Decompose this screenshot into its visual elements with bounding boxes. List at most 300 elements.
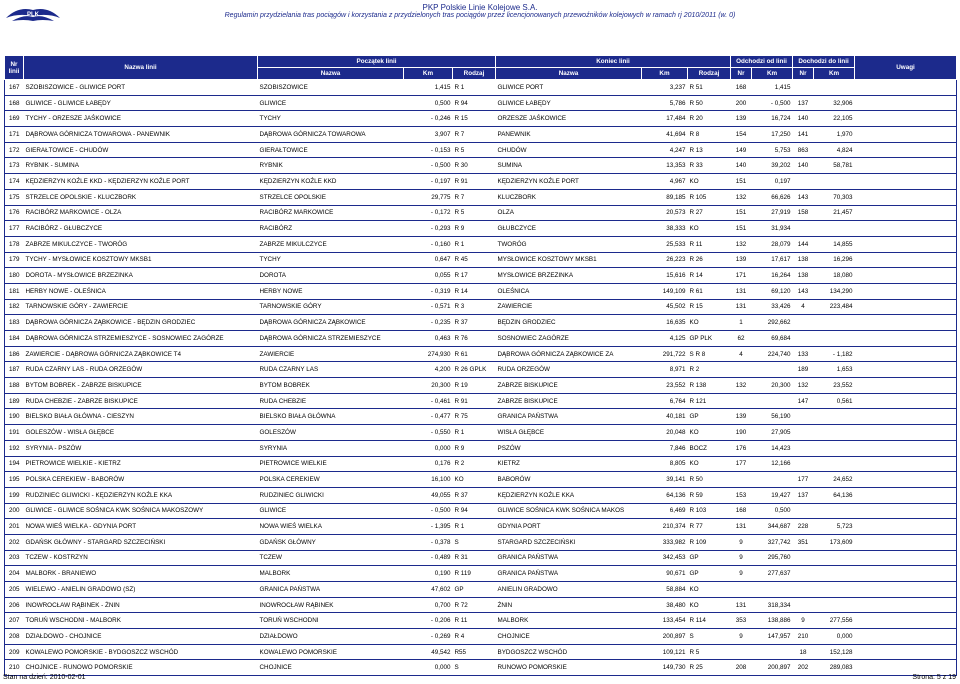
- joins-nr: [793, 503, 814, 519]
- start-station: POLSKA CEREKIEW: [258, 472, 404, 488]
- end-station: ZAWIERCIE: [496, 299, 642, 315]
- joins-nr: 143: [793, 189, 814, 205]
- end-type: R 50: [688, 95, 731, 111]
- table-row: [5, 299, 957, 315]
- joins-km: [814, 566, 855, 582]
- start-type: R 76: [453, 331, 496, 347]
- line-name: DĄBROWA GÓRNICZA STRZEMIESZYCE - SOSNOWIEC ZAGÓRZE: [24, 331, 258, 347]
- start-type: R55: [453, 644, 496, 660]
- header-odchodzi-od-linii: Odchodzi od linii: [731, 56, 793, 68]
- branch-from-km: 224,740: [752, 346, 793, 362]
- table-row: [5, 503, 957, 519]
- joins-nr: 138: [793, 268, 814, 284]
- remarks: [855, 268, 957, 284]
- branch-from-km: 20,300: [752, 378, 793, 394]
- end-km: 23,552: [642, 378, 688, 394]
- remarks: [855, 534, 957, 550]
- end-type: KO: [688, 221, 731, 237]
- start-km: 274,930: [404, 346, 453, 362]
- joins-nr: 147: [793, 393, 814, 409]
- end-station: CHUDÓW: [496, 142, 642, 158]
- remarks: [855, 519, 957, 535]
- remarks: [855, 503, 957, 519]
- branch-from-nr: 9: [731, 629, 752, 645]
- branch-from-km: 27,919: [752, 205, 793, 221]
- end-type: KO: [688, 582, 731, 598]
- branch-from-nr: 132: [731, 378, 752, 394]
- end-type: S: [688, 629, 731, 645]
- branch-from-km: 39,202: [752, 158, 793, 174]
- start-station: SYRYNIA: [258, 440, 404, 456]
- joins-nr: [793, 409, 814, 425]
- line-name: MALBORK - BRANIEWO: [24, 566, 258, 582]
- joins-nr: 144: [793, 236, 814, 252]
- joins-km: [814, 409, 855, 425]
- start-km: - 0,477: [404, 409, 453, 425]
- remarks: [855, 205, 957, 221]
- end-km: 7,846: [642, 440, 688, 456]
- start-station: DĄBROWA GÓRNICZA ZĄBKOWICE: [258, 315, 404, 331]
- branch-from-nr: 131: [731, 283, 752, 299]
- start-type: R 30: [453, 158, 496, 174]
- remarks: [855, 425, 957, 441]
- start-type: KO: [453, 472, 496, 488]
- joins-km: 24,652: [814, 472, 855, 488]
- table-row: [5, 189, 957, 205]
- branch-from-km: 31,934: [752, 221, 793, 237]
- branch-from-km: 66,626: [752, 189, 793, 205]
- remarks: [855, 472, 957, 488]
- remarks: [855, 299, 957, 315]
- start-station: BYTOM BOBREK: [258, 378, 404, 394]
- joins-nr: 133: [793, 346, 814, 362]
- start-km: 49,055: [404, 487, 453, 503]
- end-station: DĄBROWA GÓRNICZA ZĄBKOWICE ZA: [496, 346, 642, 362]
- railway-lines-table: [4, 55, 957, 676]
- table-row: [5, 629, 957, 645]
- joins-nr: [793, 440, 814, 456]
- header-odch-km: Km: [752, 68, 793, 80]
- start-station: TORUŃ WSCHODNI: [258, 613, 404, 629]
- end-type: R 15: [688, 299, 731, 315]
- table-row: [5, 346, 957, 362]
- joins-km: 14,855: [814, 236, 855, 252]
- end-km: 40,181: [642, 409, 688, 425]
- start-km: - 0,197: [404, 174, 453, 190]
- end-station: RUNOWO POMORSKIE: [496, 660, 642, 676]
- line-name: RUDA CHEBZIE - ZABRZE BISKUPICE: [24, 393, 258, 409]
- end-type: KO: [688, 456, 731, 472]
- branch-from-km: 16,264: [752, 268, 793, 284]
- start-station: KOWALEWO POMORSKIE: [258, 644, 404, 660]
- footer-page-number: Strona: 5 z 19: [912, 674, 956, 681]
- line-name: TYCHY - MYSŁOWICE KOSZTOWY MKSB1: [24, 252, 258, 268]
- table-row: [5, 378, 957, 394]
- start-station: PIETROWICE WIELKIE: [258, 456, 404, 472]
- start-station: ZABRZE MIKULCZYCE: [258, 236, 404, 252]
- start-station: RACIBÓRZ MARKOWICE: [258, 205, 404, 221]
- line-name: TORUŃ WSCHODNI - MALBORK: [24, 613, 258, 629]
- line-name: HERBY NOWE - OLEŚNICA: [24, 283, 258, 299]
- line-name: KOWALEWO POMORSKIE - BYDGOSZCZ WSCHÓD: [24, 644, 258, 660]
- start-km: - 0,461: [404, 393, 453, 409]
- start-type: GP: [453, 582, 496, 598]
- branch-from-nr: 171: [731, 268, 752, 284]
- branch-from-nr: 132: [731, 189, 752, 205]
- end-station: SUMINA: [496, 158, 642, 174]
- start-type: R 2: [453, 456, 496, 472]
- start-km: 0,176: [404, 456, 453, 472]
- end-km: 20,573: [642, 205, 688, 221]
- start-km: 0,055: [404, 268, 453, 284]
- line-number: 191: [5, 425, 24, 441]
- end-km: 6,469: [642, 503, 688, 519]
- header-end-rodzaj: Rodzaj: [688, 68, 731, 80]
- line-name: DZIAŁDOWO - CHOJNICE: [24, 629, 258, 645]
- branch-from-km: 69,120: [752, 283, 793, 299]
- end-type: R 103: [688, 503, 731, 519]
- start-km: 0,463: [404, 331, 453, 347]
- end-station: KĘDZIERZYN KOŹLE PORT: [496, 174, 642, 190]
- branch-from-nr: 9: [731, 566, 752, 582]
- line-number: 187: [5, 362, 24, 378]
- branch-from-km: [752, 582, 793, 598]
- start-km: - 0,550: [404, 425, 453, 441]
- end-km: 4,125: [642, 331, 688, 347]
- remarks: [855, 362, 957, 378]
- branch-from-nr: 177: [731, 456, 752, 472]
- line-name: DOROTA - MYSŁOWICE BRZEZINKA: [24, 268, 258, 284]
- line-number: 181: [5, 283, 24, 299]
- remarks: [855, 158, 957, 174]
- start-type: R 94: [453, 95, 496, 111]
- end-type: R 50: [688, 472, 731, 488]
- branch-from-km: 0,197: [752, 174, 793, 190]
- start-station: RACIBÓRZ: [258, 221, 404, 237]
- branch-from-nr: [731, 472, 752, 488]
- table-row: [5, 80, 957, 96]
- table-row: [5, 534, 957, 550]
- line-name: GIERAŁTOWICE - CHUDÓW: [24, 142, 258, 158]
- end-station: GRANICA PAŃSTWA: [496, 566, 642, 582]
- end-km: 210,374: [642, 519, 688, 535]
- end-km: 90,671: [642, 566, 688, 582]
- start-type: R 75: [453, 409, 496, 425]
- remarks: [855, 566, 957, 582]
- joins-nr: 202: [793, 660, 814, 676]
- joins-nr: 137: [793, 487, 814, 503]
- end-km: 333,982: [642, 534, 688, 550]
- table-row: [5, 268, 957, 284]
- header-linii: linii: [8, 67, 20, 75]
- remarks: [855, 142, 957, 158]
- line-number: 194: [5, 456, 24, 472]
- start-type: R 9: [453, 221, 496, 237]
- branch-from-km: 17,250: [752, 127, 793, 143]
- branch-from-km: 19,427: [752, 487, 793, 503]
- table-row: [5, 487, 957, 503]
- end-km: 41,694: [642, 127, 688, 143]
- branch-from-nr: [731, 582, 752, 598]
- branch-from-nr: 62: [731, 331, 752, 347]
- header-start-nazwa: Nazwa: [258, 68, 404, 80]
- start-km: - 0,269: [404, 629, 453, 645]
- line-number: 204: [5, 566, 24, 582]
- branch-from-km: 200,897: [752, 660, 793, 676]
- branch-from-nr: 353: [731, 613, 752, 629]
- line-number: 175: [5, 189, 24, 205]
- line-name: SYRYNIA - PSZÓW: [24, 440, 258, 456]
- line-name: RYBNIK - SUMINA: [24, 158, 258, 174]
- line-number: 203: [5, 550, 24, 566]
- joins-nr: 210: [793, 629, 814, 645]
- start-km: 16,100: [404, 472, 453, 488]
- table-row: [5, 252, 957, 268]
- end-station: GDYNIA PORT: [496, 519, 642, 535]
- remarks: [855, 283, 957, 299]
- branch-from-nr: 139: [731, 409, 752, 425]
- line-name: SZOBISZOWICE - GLIWICE PORT: [24, 80, 258, 96]
- start-station: KĘDZIERZYN KOŹLE KKD: [258, 174, 404, 190]
- remarks: [855, 487, 957, 503]
- end-station: PSZÓW: [496, 440, 642, 456]
- line-number: 179: [5, 252, 24, 268]
- branch-from-km: 5,753: [752, 142, 793, 158]
- joins-nr: 132: [793, 378, 814, 394]
- start-station: HERBY NOWE: [258, 283, 404, 299]
- line-name: TCZEW - KOSTRZYN: [24, 550, 258, 566]
- end-type: GP PLK: [688, 331, 731, 347]
- end-type: R 2: [688, 362, 731, 378]
- start-km: 47,602: [404, 582, 453, 598]
- line-number: 210: [5, 660, 24, 676]
- start-km: - 0,500: [404, 158, 453, 174]
- start-km: 20,300: [404, 378, 453, 394]
- table-row: [5, 95, 957, 111]
- start-type: R 72: [453, 597, 496, 613]
- header-doch-km: Km: [814, 68, 855, 80]
- line-name: DĄBROWA GÓRNICZA TOWAROWA - PANEWNIK: [24, 127, 258, 143]
- joins-km: [814, 440, 855, 456]
- line-name: ZAWIERCIE - DĄBROWA GÓRNICZA ZĄBKOWICE T4: [24, 346, 258, 362]
- header-odch-nr: Nr: [731, 68, 752, 80]
- joins-km: 0,000: [814, 629, 855, 645]
- end-km: 149,730: [642, 660, 688, 676]
- start-station: DZIAŁDOWO: [258, 629, 404, 645]
- branch-from-km: [752, 472, 793, 488]
- start-type: R 61: [453, 346, 496, 362]
- branch-from-nr: 154: [731, 127, 752, 143]
- end-type: R 27: [688, 205, 731, 221]
- line-number: 189: [5, 393, 24, 409]
- branch-from-nr: 131: [731, 519, 752, 535]
- joins-nr: 228: [793, 519, 814, 535]
- end-km: 4,247: [642, 142, 688, 158]
- end-station: MALBORK: [496, 613, 642, 629]
- header-nr: Nr: [10, 60, 18, 68]
- branch-from-nr: [731, 644, 752, 660]
- table-row: [5, 283, 957, 299]
- end-type: R 8: [688, 127, 731, 143]
- start-km: - 0,160: [404, 236, 453, 252]
- branch-from-nr: 168: [731, 80, 752, 96]
- branch-from-km: - 0,500: [752, 95, 793, 111]
- end-type: R 61: [688, 283, 731, 299]
- remarks: [855, 346, 957, 362]
- joins-km: 173,609: [814, 534, 855, 550]
- table-row: [5, 111, 957, 127]
- end-km: 5,786: [642, 95, 688, 111]
- end-station: WISŁA GŁĘBCE: [496, 425, 642, 441]
- line-number: 173: [5, 158, 24, 174]
- branch-from-km: 138,886: [752, 613, 793, 629]
- joins-km: 223,484: [814, 299, 855, 315]
- start-km: 3,907: [404, 127, 453, 143]
- start-type: S: [453, 534, 496, 550]
- line-name: BYTOM BOBREK - ZABRZE BISKUPICE: [24, 378, 258, 394]
- end-km: 64,136: [642, 487, 688, 503]
- line-number: 177: [5, 221, 24, 237]
- line-name: DĄBROWA GÓRNICZA ZĄBKOWICE - BĘDZIN GRODZIEC: [24, 315, 258, 331]
- end-station: CHOJNICE: [496, 629, 642, 645]
- end-km: 45,502: [642, 299, 688, 315]
- end-station: GŁUBCZYCE: [496, 221, 642, 237]
- start-km: - 0,378: [404, 534, 453, 550]
- joins-nr: 177: [793, 472, 814, 488]
- start-station: RUDZINIEC GLIWICKI: [258, 487, 404, 503]
- branch-from-km: [752, 362, 793, 378]
- start-type: R 14: [453, 283, 496, 299]
- branch-from-nr: 9: [731, 550, 752, 566]
- start-km: 0,700: [404, 597, 453, 613]
- remarks: [855, 613, 957, 629]
- remarks: [855, 252, 957, 268]
- branch-from-km: [752, 393, 793, 409]
- line-number: 169: [5, 111, 24, 127]
- end-km: 58,884: [642, 582, 688, 598]
- table-row: [5, 566, 957, 582]
- remarks: [855, 629, 957, 645]
- header-koniec-linii: Koniec linii: [496, 56, 731, 68]
- header-dochodzi-do-linii: Dochodzi do linii: [793, 56, 855, 68]
- remarks: [855, 189, 957, 205]
- start-km: - 0,500: [404, 503, 453, 519]
- start-station: GRANICA PAŃSTWA: [258, 582, 404, 598]
- start-station: NOWA WIEŚ WIELKA: [258, 519, 404, 535]
- table-row: [5, 362, 957, 378]
- table-row: [5, 142, 957, 158]
- branch-from-nr: 190: [731, 425, 752, 441]
- joins-km: [814, 597, 855, 613]
- line-number: 188: [5, 378, 24, 394]
- start-km: - 0,153: [404, 142, 453, 158]
- end-type: R 5: [688, 644, 731, 660]
- start-station: GOLESZÓW: [258, 425, 404, 441]
- table-row: [5, 315, 957, 331]
- joins-nr: 143: [793, 283, 814, 299]
- end-station: GLIWICE ŁABĘDY: [496, 95, 642, 111]
- joins-km: [814, 425, 855, 441]
- end-type: R 114: [688, 613, 731, 629]
- start-station: TCZEW: [258, 550, 404, 566]
- table-row: [5, 236, 957, 252]
- start-km: - 0,571: [404, 299, 453, 315]
- start-station: MALBORK: [258, 566, 404, 582]
- header-doch-nr: Nr: [793, 68, 814, 80]
- remarks: [855, 597, 957, 613]
- joins-km: 152,128: [814, 644, 855, 660]
- remarks: [855, 315, 957, 331]
- start-type: R 31: [453, 550, 496, 566]
- start-station: CHOJNICE: [258, 660, 404, 676]
- branch-from-km: 344,687: [752, 519, 793, 535]
- start-type: R 19: [453, 378, 496, 394]
- line-number: 167: [5, 80, 24, 96]
- branch-from-nr: 153: [731, 487, 752, 503]
- line-number: 180: [5, 268, 24, 284]
- joins-nr: 158: [793, 205, 814, 221]
- joins-km: 21,457: [814, 205, 855, 221]
- end-type: R 11: [688, 236, 731, 252]
- joins-km: [814, 456, 855, 472]
- end-type: R 59: [688, 487, 731, 503]
- branch-from-nr: 139: [731, 252, 752, 268]
- end-type: KO: [688, 315, 731, 331]
- end-station: MYSŁOWICE BRZEZINKA: [496, 268, 642, 284]
- start-station: DĄBROWA GÓRNICZA TOWAROWA: [258, 127, 404, 143]
- end-type: GP: [688, 566, 731, 582]
- start-station: TARNOWSKIE GÓRY: [258, 299, 404, 315]
- end-type: R 121: [688, 393, 731, 409]
- table-row: [5, 409, 957, 425]
- end-station: BĘDZIN GRODZIEC: [496, 315, 642, 331]
- end-km: 200,897: [642, 629, 688, 645]
- end-type: GP: [688, 409, 731, 425]
- branch-from-km: 14,423: [752, 440, 793, 456]
- joins-km: 1,653: [814, 362, 855, 378]
- start-station: SZOBISZOWICE: [258, 80, 404, 96]
- start-km: - 0,206: [404, 613, 453, 629]
- start-type: R 7: [453, 127, 496, 143]
- remarks: [855, 644, 957, 660]
- joins-nr: 140: [793, 158, 814, 174]
- end-station: ANIELIN GRADOWO: [496, 582, 642, 598]
- start-km: - 0,293: [404, 221, 453, 237]
- branch-from-km: 0,500: [752, 503, 793, 519]
- table-row: [5, 660, 957, 676]
- end-km: 8,971: [642, 362, 688, 378]
- header-nr-linii: [5, 56, 24, 80]
- joins-nr: 138: [793, 252, 814, 268]
- end-km: 3,237: [642, 80, 688, 96]
- line-number: 168: [5, 95, 24, 111]
- branch-from-nr: 151: [731, 221, 752, 237]
- line-name: BIELSKO BIAŁA GŁÓWNA - CIESZYN: [24, 409, 258, 425]
- joins-nr: [793, 566, 814, 582]
- joins-nr: 18: [793, 644, 814, 660]
- joins-nr: [793, 221, 814, 237]
- branch-from-nr: 208: [731, 660, 752, 676]
- table-row: [5, 582, 957, 598]
- end-type: KO: [688, 425, 731, 441]
- joins-nr: 141: [793, 127, 814, 143]
- branch-from-nr: 132: [731, 236, 752, 252]
- start-km: - 0,319: [404, 283, 453, 299]
- joins-km: [814, 315, 855, 331]
- start-station: GLIWICE: [258, 503, 404, 519]
- table-row: [5, 550, 957, 566]
- branch-from-nr: [731, 393, 752, 409]
